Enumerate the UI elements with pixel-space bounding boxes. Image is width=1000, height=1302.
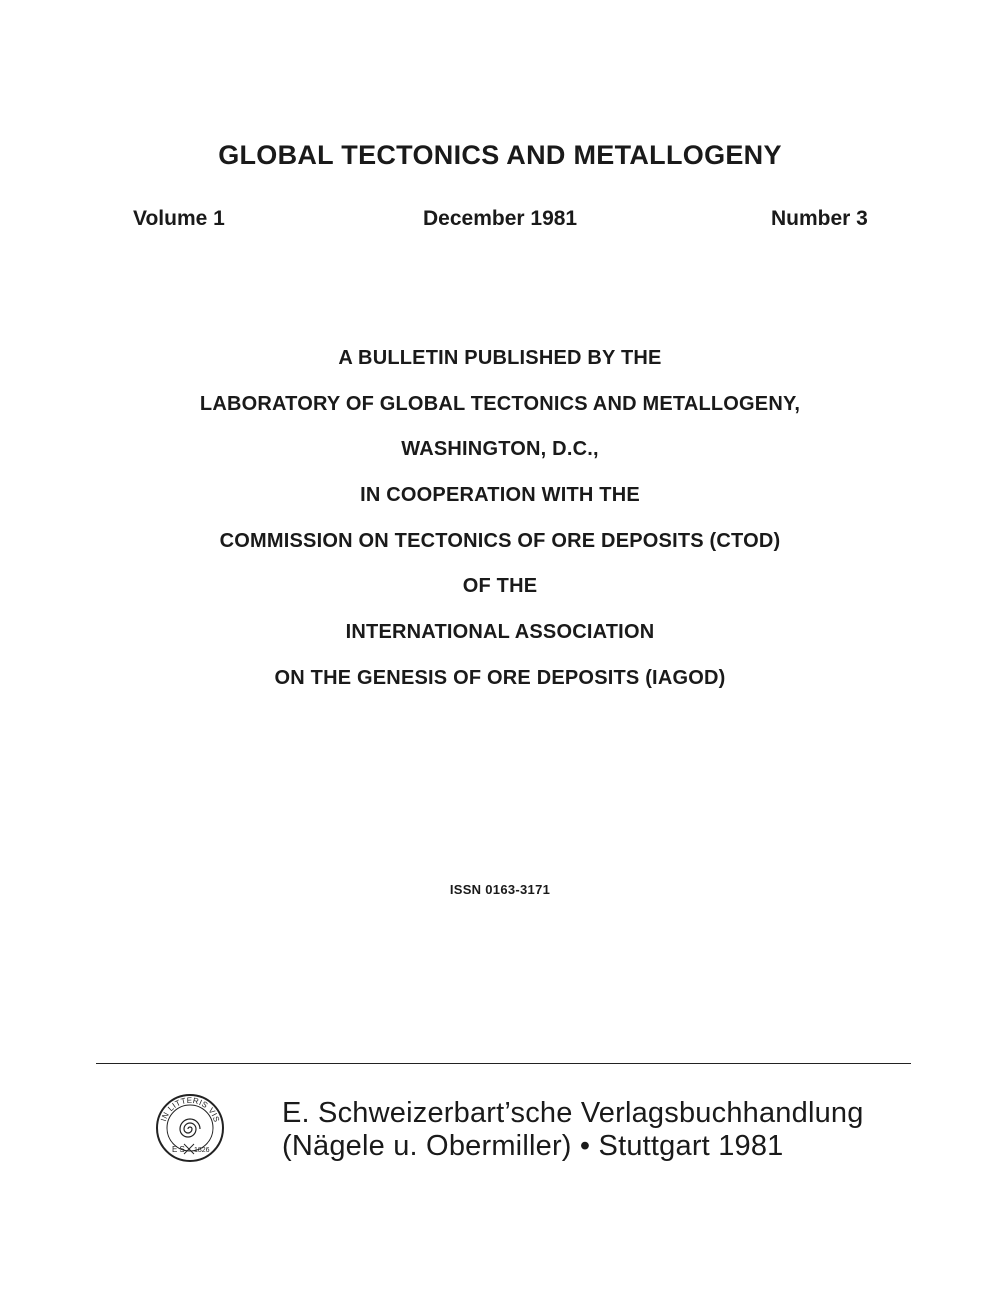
bulletin-line: OF THE — [462, 575, 538, 598]
bulletin-line: ON THE GENESIS OF ORE DEPOSITS (IAGOD) — [274, 666, 726, 689]
issue-volume: Volume 1 — [133, 207, 225, 230]
publisher-location: (Nägele u. Obermiller) • Stuttgart 1981 — [282, 1130, 784, 1162]
bulletin-line: LABORATORY OF GLOBAL TECTONICS AND METALLOGENY, — [199, 392, 801, 415]
bulletin-line: COMMISSION ON TECTONICS OF ORE DEPOSITS (CTOD) — [219, 529, 781, 552]
issn: ISSN 0163-3171 — [449, 882, 551, 897]
publisher-imprint — [282, 1097, 864, 1163]
issue-date: December 1981 — [423, 207, 578, 230]
publisher-name: E. Schweizerbart’sche Verlagsbuchhandlung — [282, 1097, 864, 1129]
svg-text:E S: E S — [172, 1145, 185, 1154]
publisher-seal-icon — [154, 1092, 226, 1164]
bulletin-line: A BULLETIN PUBLISHED BY THE — [338, 347, 662, 369]
svg-text:IN LITTERIS VIS: IN LITTERIS VIS — [159, 1095, 222, 1124]
svg-text:1826: 1826 — [194, 1147, 210, 1154]
bulletin-line: IN COOPERATION WITH THE — [360, 484, 640, 507]
divider-rule — [96, 1063, 911, 1064]
bulletin-line: WASHINGTON, D.C., — [401, 438, 599, 461]
issue-number: Number 3 — [771, 207, 868, 230]
journal-title: GLOBAL TECTONICS AND METALLOGENY — [218, 140, 782, 170]
bulletin-statement — [0, 344, 1000, 710]
bulletin-line: INTERNATIONAL ASSOCIATION — [345, 621, 655, 644]
